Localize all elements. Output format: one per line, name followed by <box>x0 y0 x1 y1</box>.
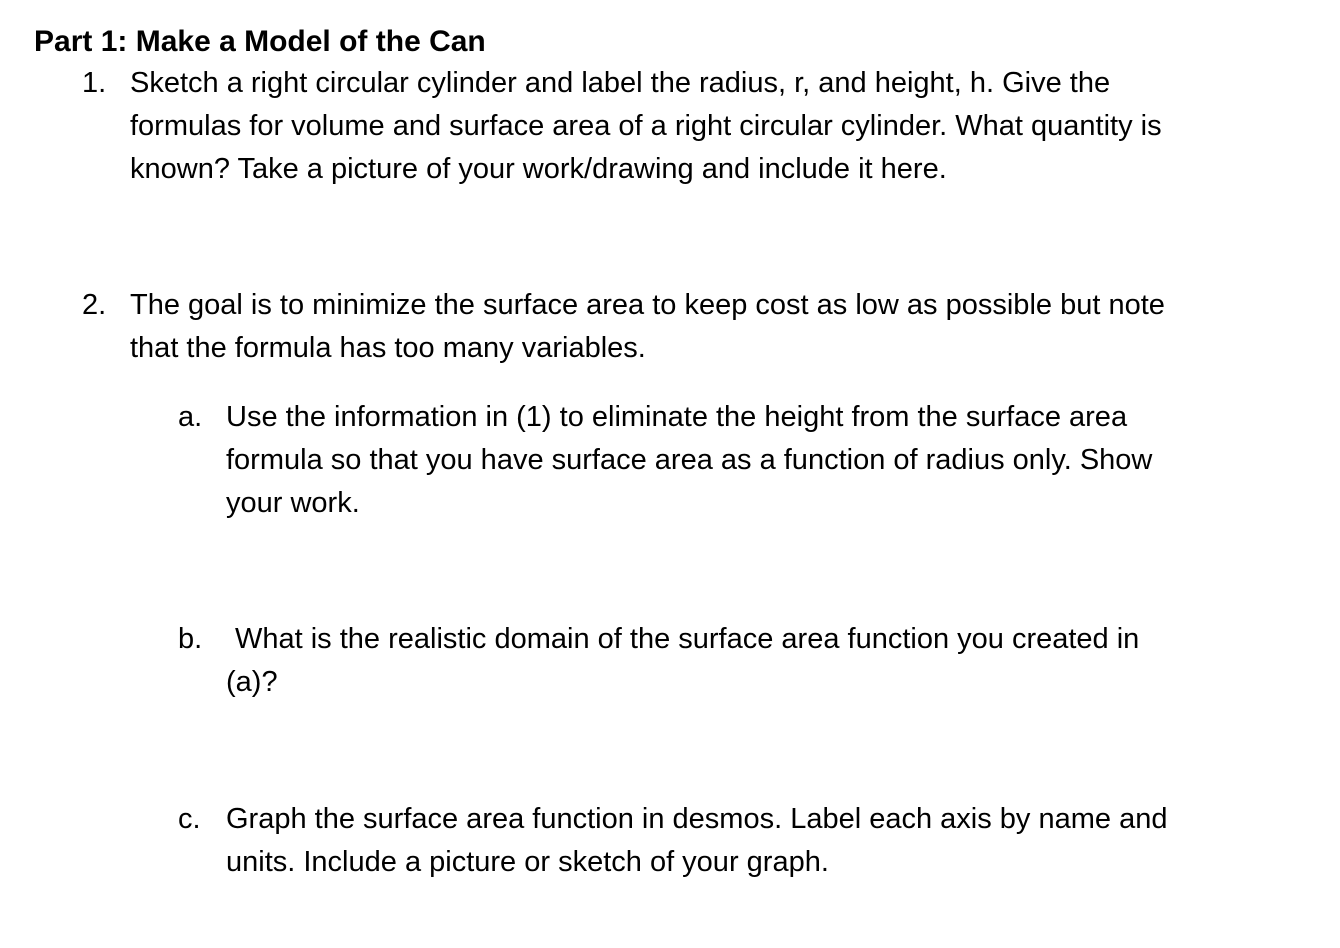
question-2-number: 2. <box>82 289 107 321</box>
question-1-line: formulas for volume and surface area of a right circular cylinder. What quantity is <box>130 110 1162 142</box>
question-2-text <box>130 284 1165 370</box>
question-2-line: The goal is to minimize the surface area to keep cost as low as possible but note <box>130 289 1165 321</box>
question-2a-line: formula so that you have surface area as a function of radius only. Show <box>226 444 1153 476</box>
question-2b-line: (a)? <box>226 666 278 698</box>
question-2b-letter: b. <box>178 623 203 655</box>
question-2a-line: your work. <box>226 487 360 519</box>
question-1-number: 1. <box>82 67 107 99</box>
question-2b-line: What is the realistic domain of the surface area function you created in <box>235 623 1140 655</box>
question-2b-text <box>226 618 1139 704</box>
question-2a-text <box>226 396 1152 525</box>
question-2c-line: units. Include a picture or sketch of your graph. <box>226 846 829 878</box>
part-heading: Part 1: Make a Model of the Can <box>34 25 486 58</box>
question-1-line: Sketch a right circular cylinder and label the radius, r, and height, h. Give the <box>130 67 1111 99</box>
question-2a-line: Use the information in (1) to eliminate the height from the surface area <box>226 401 1128 433</box>
question-1-line: known? Take a picture of your work/drawing and include it here. <box>130 153 947 185</box>
question-2a-letter: a. <box>178 401 203 433</box>
question-2c-text <box>226 798 1167 884</box>
question-1-text <box>130 62 1162 191</box>
question-2c-letter: c. <box>178 803 201 835</box>
question-2c-line: Graph the surface area function in desmos. Label each axis by name and <box>226 803 1168 835</box>
question-2-line: that the formula has too many variables. <box>130 332 646 364</box>
